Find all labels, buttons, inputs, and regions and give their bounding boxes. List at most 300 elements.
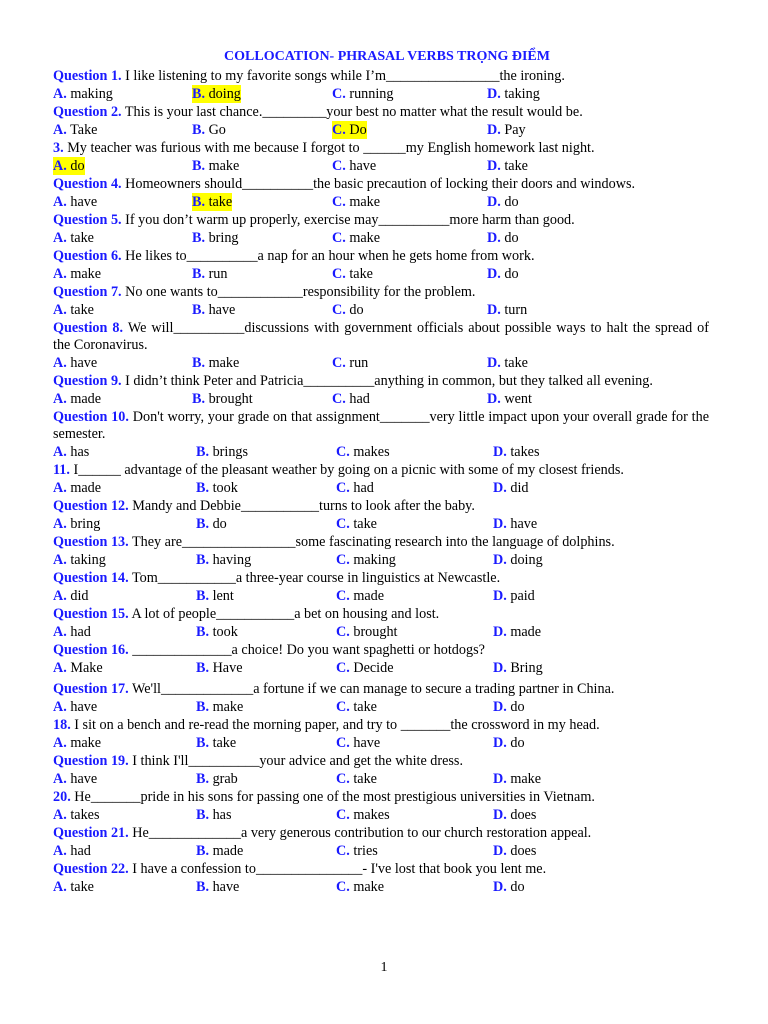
question-number: Question 10. [53, 409, 129, 425]
question-item [53, 104, 709, 139]
question-text [53, 606, 709, 623]
option-text: take [504, 158, 528, 174]
question-text [53, 212, 709, 229]
option-letter: B. [192, 122, 206, 138]
option-text: take [70, 302, 94, 318]
option-letter: B. [192, 194, 206, 210]
option-text: make [353, 879, 385, 895]
answer-options [53, 121, 709, 139]
question-item [53, 789, 709, 824]
answer-option[interactable] [493, 479, 528, 497]
option-letter: A. [53, 552, 67, 568]
answer-option[interactable] [487, 354, 528, 372]
question-number: Question 6. [53, 248, 122, 264]
option-text: Make [70, 660, 103, 676]
answer-option[interactable] [53, 301, 94, 319]
option-letter: C. [332, 86, 346, 102]
question-item [53, 140, 709, 175]
question-number: Question 7. [53, 284, 122, 300]
option-letter: D. [487, 230, 501, 246]
question-item [53, 534, 709, 569]
option-text: Have [212, 660, 243, 676]
option-letter: D. [487, 158, 501, 174]
option-text: run [208, 266, 228, 282]
option-letter: A. [53, 302, 67, 318]
answer-option[interactable] [487, 193, 519, 211]
question-number: Question 2. [53, 104, 122, 120]
question-text [53, 681, 709, 698]
option-text: bring [70, 516, 101, 532]
question-text [53, 753, 709, 770]
option-text: bring [208, 230, 239, 246]
answer-option[interactable] [53, 193, 97, 211]
option-letter: A. [53, 444, 67, 460]
option-text: turn [504, 302, 528, 318]
option-text: brings [212, 444, 249, 460]
question-number: Question 4. [53, 176, 122, 192]
option-text: make [70, 735, 102, 751]
option-letter: C. [336, 879, 350, 895]
answer-option[interactable] [53, 443, 89, 461]
option-letter: C. [332, 391, 346, 407]
question-stem: I have a confession to_______________- I've lost that book you lent me. [132, 861, 547, 877]
option-text: having [212, 552, 252, 568]
answer-option[interactable] [53, 770, 97, 788]
answer-option[interactable] [487, 265, 519, 283]
answer-option[interactable] [53, 806, 100, 824]
option-letter: A. [53, 516, 67, 532]
answer-option[interactable] [192, 390, 253, 408]
answer-option[interactable] [53, 878, 94, 896]
question-stem: ______________a choice! Do you want spaghetti or hotdogs? [132, 642, 485, 658]
answer-option[interactable] [192, 354, 239, 372]
option-text: made [353, 588, 385, 604]
question-stem: We'll_____________a fortune if we can manage to secure a trading partner in China. [131, 681, 615, 697]
question-text [53, 68, 709, 85]
option-text: Bring [510, 660, 543, 676]
answer-option[interactable] [336, 842, 378, 860]
answer-options [53, 443, 709, 461]
option-text: makes [353, 807, 390, 823]
answer-option[interactable] [493, 623, 541, 641]
question-number: 20. [53, 789, 71, 805]
option-text: making [70, 86, 113, 102]
option-letter: C. [336, 807, 350, 823]
answer-option[interactable] [332, 265, 373, 283]
option-letter: A. [53, 230, 67, 246]
question-number: Question 16. [53, 642, 129, 658]
option-text: Decide [353, 660, 394, 676]
option-letter: A. [53, 771, 67, 787]
answer-option[interactable] [493, 587, 535, 605]
option-text: takes [510, 444, 540, 460]
option-letter: A. [53, 355, 67, 371]
answer-options [53, 229, 709, 247]
answer-option[interactable] [196, 770, 238, 788]
answer-options [53, 390, 709, 408]
answer-option[interactable] [332, 193, 380, 211]
answer-option[interactable] [53, 265, 101, 283]
question-text [53, 320, 709, 354]
option-text: take [70, 879, 94, 895]
option-letter: A. [53, 699, 67, 715]
option-letter: B. [192, 230, 206, 246]
question-text [53, 498, 709, 515]
answer-option[interactable] [53, 698, 97, 716]
option-text: take [353, 516, 377, 532]
question-stem: This is your last chance._________your best no matter what the result would be. [124, 104, 583, 120]
answer-option[interactable] [53, 157, 85, 175]
question-stem: He likes to__________a nap for an hour when he gets home from work. [125, 248, 535, 264]
option-text: takes [70, 807, 100, 823]
option-text: took [212, 480, 238, 496]
option-text: make [70, 266, 102, 282]
answer-option[interactable] [493, 698, 525, 716]
answer-option[interactable] [332, 157, 376, 175]
page-number: 1 [380, 960, 388, 975]
answer-option[interactable] [196, 878, 239, 896]
answer-options [53, 587, 709, 605]
question-text [53, 104, 709, 121]
option-text: take [208, 194, 233, 210]
question-number: Question 13. [53, 534, 129, 550]
answer-option[interactable] [196, 479, 238, 497]
option-letter: C. [336, 735, 350, 751]
answer-options [53, 301, 709, 319]
answer-option[interactable] [493, 734, 525, 752]
answer-option[interactable] [192, 157, 239, 175]
option-letter: C. [332, 194, 346, 210]
answer-option[interactable] [493, 551, 543, 569]
option-letter: B. [196, 660, 210, 676]
answer-option[interactable] [196, 551, 251, 569]
answer-option[interactable] [336, 659, 394, 677]
answer-option[interactable] [53, 659, 103, 677]
question-number: Question 14. [53, 570, 129, 586]
answer-options [53, 157, 709, 175]
answer-option[interactable] [192, 301, 235, 319]
option-letter: C. [332, 158, 346, 174]
option-text: have [212, 879, 240, 895]
answer-options [53, 698, 709, 716]
answer-option[interactable] [192, 85, 241, 103]
question-item [53, 462, 709, 497]
option-letter: A. [53, 86, 67, 102]
answer-option[interactable] [196, 806, 231, 824]
option-letter: C. [332, 302, 346, 318]
option-text: taking [70, 552, 106, 568]
option-text: do [212, 516, 227, 532]
question-item [53, 498, 709, 533]
option-letter: D. [493, 588, 507, 604]
option-text: doing [208, 86, 241, 102]
option-letter: A. [53, 480, 67, 496]
option-text: taking [504, 86, 540, 102]
question-item [53, 570, 709, 605]
option-text: has [212, 807, 232, 823]
answer-option[interactable] [336, 443, 390, 461]
answer-option[interactable] [53, 734, 101, 752]
option-letter: D. [493, 516, 507, 532]
option-letter: A. [53, 879, 67, 895]
option-letter: B. [192, 391, 206, 407]
option-letter: C. [336, 444, 350, 460]
option-letter: B. [196, 516, 210, 532]
question-stem: He_______pride in his sons for passing one of the most prestigious universities in Vietnam. [74, 789, 595, 805]
question-stem: I think I'll__________your advice and get the white dress. [132, 753, 464, 769]
answer-options [53, 659, 709, 677]
option-text: do [70, 158, 85, 174]
option-letter: C. [336, 660, 350, 676]
question-stem: A lot of people___________a bet on housing and lost. [131, 606, 440, 622]
option-text: take [353, 699, 377, 715]
question-number: Question 12. [53, 498, 129, 514]
option-text: take [504, 355, 528, 371]
question-list [53, 68, 709, 896]
answer-option[interactable] [493, 659, 543, 677]
question-stem: My teacher was furious with me because I forgot to ______my English homework last night. [67, 140, 595, 156]
option-letter: D. [487, 302, 501, 318]
option-text: lent [212, 588, 234, 604]
answer-option[interactable] [493, 515, 537, 533]
option-text: make [349, 194, 381, 210]
option-letter: A. [53, 807, 67, 823]
answer-option[interactable] [336, 479, 374, 497]
question-number: Question 22. [53, 861, 129, 877]
question-item [53, 409, 709, 461]
option-text: run [349, 355, 369, 371]
answer-option[interactable] [192, 193, 232, 211]
answer-option[interactable] [493, 443, 540, 461]
option-text: have [349, 158, 377, 174]
option-letter: D. [487, 122, 501, 138]
option-letter: A. [53, 588, 67, 604]
question-text [53, 373, 709, 390]
question-text [53, 534, 709, 551]
option-letter: B. [196, 699, 210, 715]
answer-option[interactable] [196, 443, 248, 461]
option-text: running [349, 86, 394, 102]
question-item [53, 681, 709, 716]
question-number: Question 5. [53, 212, 122, 228]
option-letter: B. [192, 86, 206, 102]
answer-option[interactable] [332, 390, 370, 408]
answer-option[interactable] [487, 157, 528, 175]
answer-option[interactable] [332, 354, 368, 372]
answer-option[interactable] [53, 121, 97, 139]
question-item [53, 642, 709, 677]
question-item [53, 861, 709, 896]
answer-options [53, 354, 709, 372]
question-stem: I______ advantage of the pleasant weather by going on a picnic with some of my closest friends. [73, 462, 624, 478]
option-text: do [349, 302, 364, 318]
option-letter: C. [332, 266, 346, 282]
answer-option[interactable] [336, 770, 377, 788]
option-letter: C. [336, 552, 350, 568]
option-letter: C. [336, 588, 350, 604]
answer-option[interactable] [53, 551, 106, 569]
option-text: grab [212, 771, 238, 787]
page-title: COLLOCATION- PHRASAL VERBS TRỌNG ĐIỂM [224, 49, 550, 64]
option-letter: A. [53, 122, 67, 138]
option-text: had [70, 843, 91, 859]
answer-option[interactable] [487, 301, 527, 319]
answer-option[interactable] [493, 842, 536, 860]
answer-options [53, 515, 709, 533]
answer-option[interactable] [332, 85, 393, 103]
answer-options [53, 623, 709, 641]
question-text [53, 248, 709, 265]
option-text: make [208, 158, 240, 174]
answer-option[interactable] [332, 121, 367, 139]
option-text: Do [349, 122, 367, 138]
question-text [53, 409, 709, 443]
question-item [53, 248, 709, 283]
option-text: has [70, 444, 90, 460]
answer-option[interactable] [196, 698, 243, 716]
option-text: make [510, 771, 542, 787]
question-item [53, 753, 709, 788]
option-letter: B. [196, 624, 210, 640]
question-number: Question 21. [53, 825, 129, 841]
answer-option[interactable] [336, 806, 390, 824]
answer-option[interactable] [487, 229, 519, 247]
answer-options [53, 551, 709, 569]
option-text: made [70, 391, 102, 407]
answer-option[interactable] [336, 587, 384, 605]
answer-option[interactable] [53, 479, 101, 497]
option-text: do [504, 230, 519, 246]
question-text [53, 462, 709, 479]
option-letter: B. [196, 771, 210, 787]
question-number: Question 9. [53, 373, 122, 389]
option-text: do [510, 735, 525, 751]
option-letter: B. [196, 843, 210, 859]
answer-options [53, 770, 709, 788]
answer-option[interactable] [336, 551, 396, 569]
option-text: made [510, 624, 542, 640]
option-letter: B. [196, 879, 210, 895]
question-stem: He_____________a very generous contribution to our church restoration appeal. [132, 825, 592, 841]
answer-option[interactable] [332, 301, 364, 319]
option-text: make [212, 699, 244, 715]
answer-option[interactable] [53, 515, 100, 533]
answer-option[interactable] [53, 354, 97, 372]
question-number: 3. [53, 140, 64, 156]
answer-option[interactable] [53, 587, 88, 605]
answer-option[interactable] [493, 878, 525, 896]
answer-option[interactable] [53, 390, 101, 408]
answer-option[interactable] [332, 229, 380, 247]
answer-options [53, 878, 709, 896]
option-letter: C. [332, 355, 346, 371]
option-letter: D. [493, 843, 507, 859]
answer-options [53, 265, 709, 283]
option-letter: D. [493, 444, 507, 460]
answer-option[interactable] [196, 623, 238, 641]
option-letter: A. [53, 266, 67, 282]
answer-option[interactable] [53, 842, 91, 860]
answer-option[interactable] [53, 229, 94, 247]
option-letter: B. [192, 266, 206, 282]
option-text: did [70, 588, 89, 604]
option-letter: C. [332, 230, 346, 246]
option-letter: B. [192, 355, 206, 371]
option-letter: A. [53, 624, 67, 640]
answer-option[interactable] [53, 85, 113, 103]
option-text: making [353, 552, 396, 568]
option-letter: D. [493, 480, 507, 496]
question-stem: They are________________some fascinating research into the language of dolphins. [131, 534, 615, 550]
option-letter: B. [196, 588, 210, 604]
answer-options [53, 479, 709, 497]
option-text: take [349, 266, 373, 282]
answer-option[interactable] [192, 229, 239, 247]
option-letter: D. [487, 266, 501, 282]
question-stem: Tom___________a three-year course in linguistics at Newcastle. [131, 570, 501, 586]
answer-option[interactable] [336, 734, 380, 752]
question-stem: If you don’t warm up properly, exercise may__________more harm than good. [125, 212, 575, 228]
option-letter: B. [196, 735, 210, 751]
option-text: make [349, 230, 381, 246]
question-number: Question 1. [53, 68, 122, 84]
answer-options [53, 85, 709, 103]
option-text: have [510, 516, 538, 532]
option-letter: D. [487, 391, 501, 407]
question-number: Question 15. [53, 606, 129, 622]
answer-option[interactable] [487, 390, 532, 408]
option-letter: D. [493, 660, 507, 676]
answer-option[interactable] [196, 842, 243, 860]
option-text: take [353, 771, 377, 787]
answer-option[interactable] [53, 623, 91, 641]
question-number: 11. [53, 462, 70, 478]
question-number: Question 19. [53, 753, 129, 769]
question-stem: I didn’t think Peter and Patricia__________anything in common, but they talked all evening. [125, 373, 653, 389]
answer-option[interactable] [336, 515, 377, 533]
answer-option[interactable] [196, 659, 243, 677]
question-stem: Don't worry, your grade on that assignment_______very little impact upon your overall grade for the semester. [53, 409, 709, 442]
option-text: does [510, 843, 537, 859]
option-text: have [70, 194, 98, 210]
answer-option[interactable] [493, 806, 536, 824]
answer-option[interactable] [336, 623, 397, 641]
question-stem: Homeowners should__________the basic precaution of locking their doors and windows. [125, 176, 636, 192]
answer-option[interactable] [487, 121, 526, 139]
answer-option[interactable] [493, 770, 541, 788]
answer-option[interactable] [192, 265, 227, 283]
answer-option[interactable] [487, 85, 540, 103]
answer-option[interactable] [196, 734, 236, 752]
answer-option[interactable] [336, 878, 384, 896]
answer-option[interactable] [196, 515, 227, 533]
answer-option[interactable] [336, 698, 377, 716]
option-letter: A. [53, 660, 67, 676]
option-letter: A. [53, 735, 67, 751]
question-item [53, 212, 709, 247]
answer-option[interactable] [196, 587, 234, 605]
answer-option[interactable] [192, 121, 226, 139]
option-text: doing [510, 552, 543, 568]
option-letter: C. [336, 516, 350, 532]
question-text [53, 140, 709, 157]
option-text: Pay [504, 122, 526, 138]
option-text: Take [70, 122, 98, 138]
question-item [53, 284, 709, 319]
question-text [53, 717, 709, 734]
question-item [53, 373, 709, 408]
option-letter: A. [53, 194, 67, 210]
